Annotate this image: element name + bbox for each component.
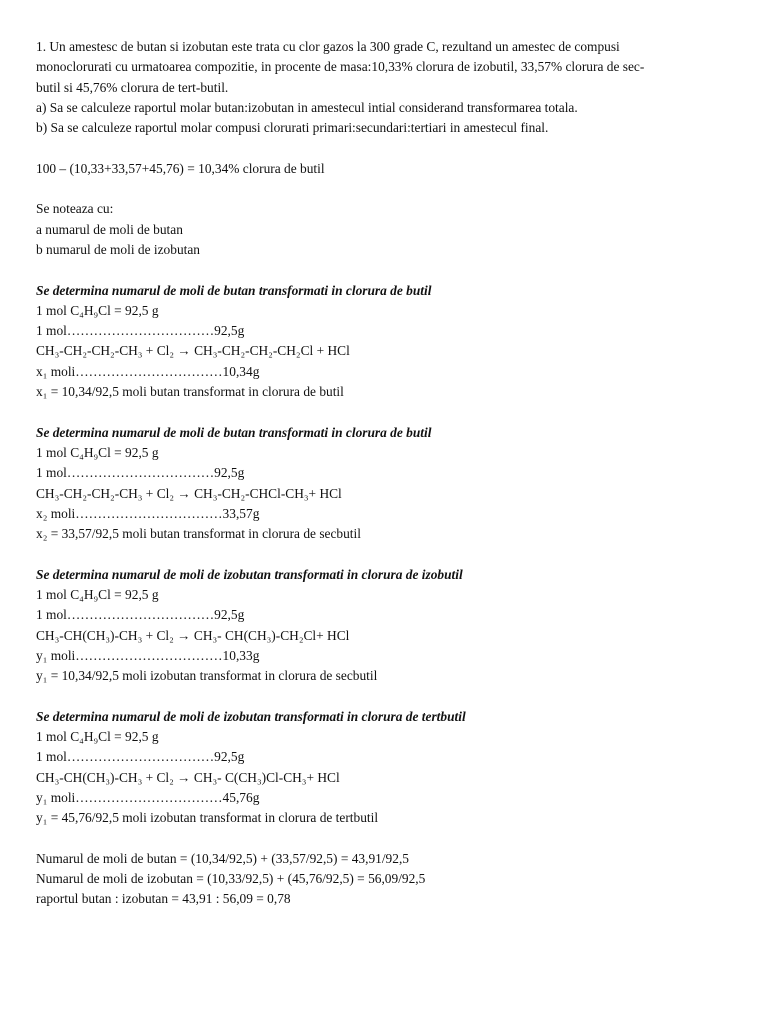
unknown-line: y₁ moli……………………………45,76g: [36, 789, 260, 805]
notation-block: [36, 199, 732, 260]
unknown-line: y₁ moli……………………………10,33g: [36, 647, 260, 663]
result-line: y₁ = 10,34/92,5 moli izobutan transformat in clorura de secbutil: [36, 668, 378, 684]
notation-b: b numarul de moli de izobutan: [36, 241, 200, 257]
section-tertbutyl: [36, 707, 732, 829]
statement-line-3: butil si 45,76% clorura de tert-butil.: [36, 79, 229, 95]
section-secbutyl: [36, 423, 732, 545]
section-heading: Se determina numarul de moli de izobutan transformati in clorura de tertbutil: [36, 708, 466, 724]
spacer: [36, 138, 732, 158]
notation-intro: Se noteaza cu:: [36, 201, 114, 217]
unknown-line: x₂ moli……………………………33,57g: [36, 505, 260, 521]
question-b: b) Sa se calculeze raportul molar compusi clorurati primari:secundari:tertiari in amestecul final.: [36, 120, 549, 136]
section-heading: Se determina numarul de moli de izobutan transformati in clorura de izobutil: [36, 566, 463, 582]
section-heading: Se determina numarul de moli de butan transformati in clorura de butil: [36, 424, 432, 440]
total-izobutan: Numarul de moli de izobutan = (10,33/92,5) + (45,76/92,5) = 56,09/92,5: [36, 871, 426, 887]
result-line: x₂ = 33,57/92,5 moli butan transformat in clorura de secbutil: [36, 526, 361, 542]
reaction-equation: CH₃-CH₂-CH₂-CH₃ + Cl₂ → CH₃-CH₂-CHCl-CH₃+ HCl: [36, 485, 342, 501]
section-butyl: [36, 281, 732, 403]
section-isobutyl: [36, 565, 732, 687]
ratio-result: raportul butan : izobutan = 43,91 : 56,09 = 0,78: [36, 891, 291, 907]
reaction-equation: CH₃-CH(CH₃)-CH₃ + Cl₂ → CH₃- CH(CH₃)-CH₂Cl+ HCl: [36, 627, 350, 643]
notation-a: a numarul de moli de butan: [36, 221, 183, 237]
molar-mass-line: 1 mol C₄H₉Cl = 92,5 g: [36, 587, 159, 603]
ratio-line: 1 mol……………………………92,5g: [36, 465, 245, 481]
statement-line-1: 1. Un amestesc de butan si izobutan este trata cu clor gazos la 300 grade C, rezultand un amestec de compusi: [36, 39, 620, 54]
result-line: x₁ = 10,34/92,5 moli butan transformat in clorura de butil: [36, 384, 344, 400]
section-heading: Se determina numarul de moli de butan transformati in clorura de butil: [36, 282, 432, 298]
spacer: [36, 179, 732, 199]
statement-line-2: monoclorurati cu urmatoarea compozitie, in procente de masa:10,33% clorura de izobutil, 33,57% clorura de sec-: [36, 59, 645, 75]
reaction-equation: CH₃-CH₂-CH₂-CH₃ + Cl₂ → CH₃-CH₂-CH₂-CH₂Cl + HCl: [36, 343, 350, 359]
butyl-chloride-percent: 100 – (10,33+33,57+45,76) = 10,34% clorura de butil: [36, 160, 325, 176]
totals-block: [36, 849, 732, 910]
total-butan: Numarul de moli de butan = (10,34/92,5) + (33,57/92,5) = 43,91/92,5: [36, 850, 409, 866]
molar-mass-line: 1 mol C₄H₉Cl = 92,5 g: [36, 729, 159, 745]
problem-statement: [36, 37, 732, 138]
molar-mass-line: 1 mol C₄H₉Cl = 92,5 g: [36, 302, 159, 318]
ratio-line: 1 mol……………………………92,5g: [36, 323, 245, 339]
ratio-line: 1 mol……………………………92,5g: [36, 749, 245, 765]
reaction-equation: CH₃-CH(CH₃)-CH₃ + Cl₂ → CH₃- C(CH₃)Cl-CH₃+ HCl: [36, 769, 340, 785]
ratio-line: 1 mol……………………………92,5g: [36, 607, 245, 623]
molar-mass-line: 1 mol C₄H₉Cl = 92,5 g: [36, 444, 159, 460]
question-a: a) Sa se calculeze raportul molar butan:izobutan in amestecul intial considerand transformarea totala.: [36, 99, 578, 115]
result-line: y₁ = 45,76/92,5 moli izobutan transformat in clorura de tertbutil: [36, 810, 379, 826]
unknown-line: x₁ moli……………………………10,34g: [36, 363, 260, 379]
